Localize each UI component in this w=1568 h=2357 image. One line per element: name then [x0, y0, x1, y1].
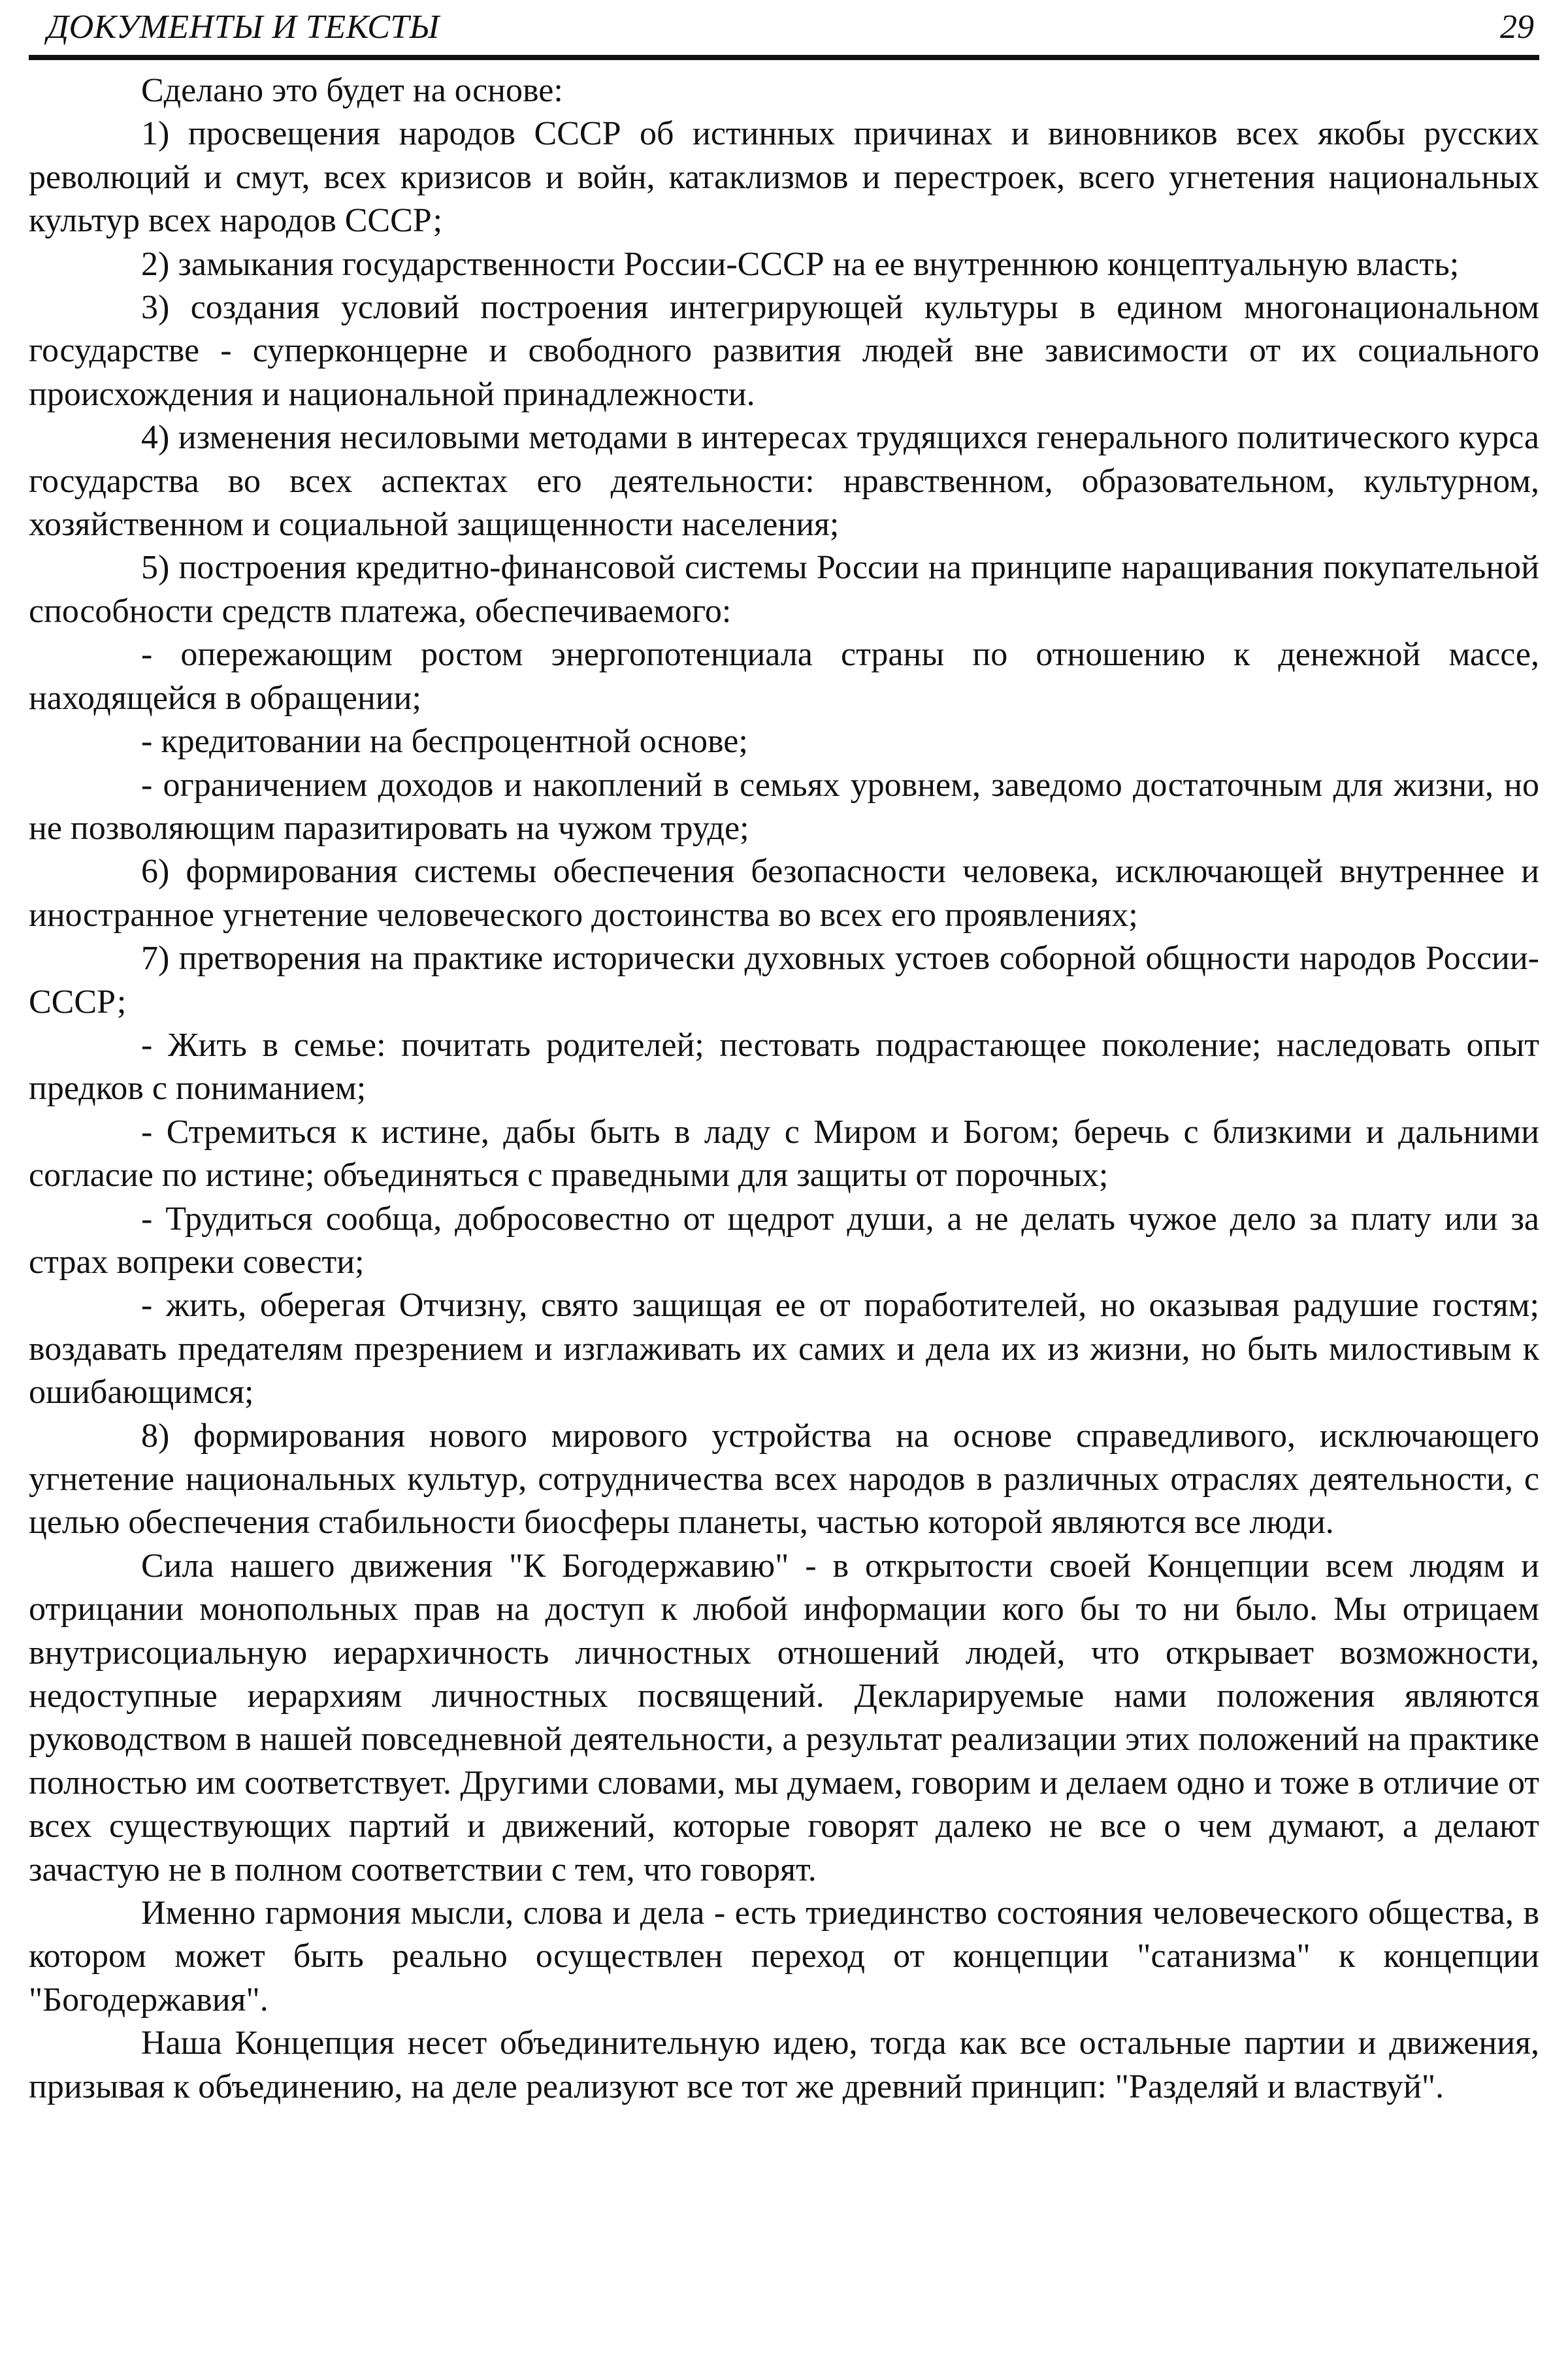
page-body — [29, 69, 1539, 2109]
paragraph-item-7-sub-3: - Трудиться сообща, добросовестно от щедрот души, а не делать чужое дело за плату или за страх вопреки совести; — [29, 1200, 1539, 1281]
paragraph-harmony: Именно гармония мысли, слова и дела - есть триединство состояния человеческого общества, в котором может быть реально осуществлен переход от концепции "сатанизма" к концепции "Богодержавия". — [29, 1894, 1539, 2019]
running-title: ДОКУМЕНТЫ И ТЕКСТЫ — [47, 8, 440, 46]
page-number: 29 — [1500, 8, 1534, 46]
paragraph-item-7-sub-2: - Стремиться к истине, дабы быть в ладу с Миром и Богом; беречь с близкими и дальними согласие по истине; объединяться с праведными для защиты от порочных; — [29, 1113, 1539, 1195]
paragraph-item-8: 8) формирования нового мирового устройства на основе справедливого, исключающего угнетение национальных культур, сотрудничества всех народов в различных отраслях деятельности, с целью обеспечения стабильности биосферы планеты, частью которой являются все люди. — [29, 1417, 1539, 1541]
paragraph-item-7-sub-1: - Жить в семье: почитать родителей; пестовать подрастающее поколение; наследовать опыт предков с пониманием; — [29, 1026, 1539, 1108]
paragraph-intro: Сделано это будет на основе: — [141, 72, 563, 109]
paragraph-item-5-sub-1: - опережающим ростом энергопотенциала страны по отношению к денежной массе, находящейся в обращении; — [29, 636, 1539, 717]
paragraph-item-4: 4) изменения несиловыми методами в интересах трудящихся генерального политического курса государства во всех аспектах его деятельности: нравственном, образовательном, культурном, хозяйственном и социальной защищенности населения; — [29, 419, 1539, 544]
paragraph-item-3: 3) создания условий построения интегрирующей культуры в едином многонациональном государстве - суперконцерне и свободного развития людей вне зависимости от их социального происхождения и национальной принадлежности. — [29, 289, 1539, 413]
paragraph-item-7-sub-4: - жить, оберегая Отчизну, свято защищая ее от поработителей, но оказывая радушие гостям; воздавать предателям презрением и изглаживать их самих и дела их из жизни, но быть милостивым к ошибающимся; — [29, 1287, 1539, 1411]
paragraph-item-2: 2) замыкания государственности России-СССР на ее внутреннюю концептуальную власть; — [141, 245, 1460, 283]
paragraph-item-6: 6) формирования системы обеспечения безопасности человека, исключающей внутреннее и иностранное угнетение человеческого достоинства во всех его проявлениях; — [29, 853, 1539, 934]
page-header — [29, 4, 1539, 60]
paragraph-movement-strength: Сила нашего движения "К Богодержавию" - в открытости своей Концепции всем людям и отрицании монопольных прав на доступ к любой информации кого бы то ни было. Мы отрицаем внутрисоциальную иерархичность личностных отношений людей, что открывает возможности, недоступные иерархиям личностных посвящений. Декларируемые нами положения являются руководством в нашей повседневной деятельности, а результат реализации этих положений на практике полностью им соответствует. Другими словами, мы думаем, говорим и делаем одно и тоже в отличие от всех существующих партий и движений, которые говорят далеко не все о чем думают, а делают зачастую не в полном соответствии с тем, что говорят. — [29, 1547, 1539, 1888]
paragraph-item-1: 1) просвещения народов СССР об истинных причинах и виновников всех якобы русских революций и смут, всех кризисов и войн, катаклизмов и перестроек, всего угнетения национальных культур всех народов СССР; — [29, 115, 1539, 240]
paragraph-item-7: 7) претворения на практике исторически духовных устоев соборной общности народов России-СССР; — [29, 940, 1539, 1021]
paragraph-item-5-sub-3: - ограничением доходов и накоплений в семьях уровнем, заведомо достаточным для жизни, но не позволяющим паразитировать на чужом труде; — [29, 766, 1539, 847]
paragraph-unifying-idea: Наша Концепция несет объединительную идею, тогда как все остальные партии и движения, призывая к объединению, на деле реализуют все тот же древний принцип: "Разделяй и властвуй". — [29, 2024, 1539, 2105]
paragraph-item-5: 5) построения кредитно-финансовой системы России на принципе наращивания покупательной способности средств платежа, обеспечиваемого: — [29, 549, 1539, 630]
paragraph-item-5-sub-2: - кредитовании на беспроцентной основе; — [141, 723, 748, 761]
